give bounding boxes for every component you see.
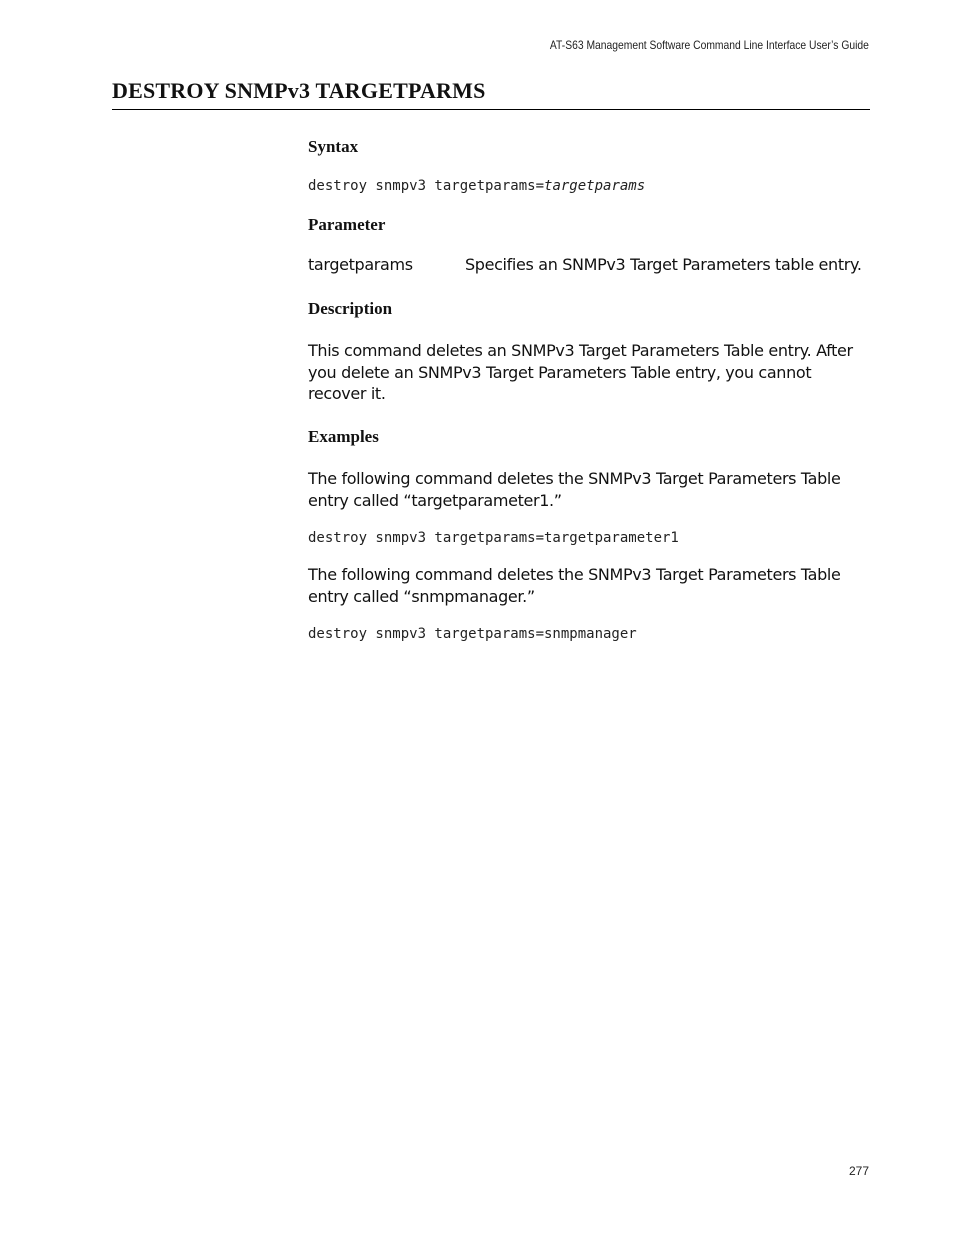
- example-1-intro: The following command deletes the SNMPv3 Target Parameters Table entry called “targetparameter1.”: [308, 469, 841, 510]
- syntax-placeholder: targetparams: [544, 178, 646, 194]
- example-2-intro: The following command deletes the SNMPv3 Target Parameters Table entry called “snmpmanager.”: [308, 565, 841, 606]
- examples-heading: Examples: [308, 427, 379, 446]
- parameter-description: Specifies an SNMPv3 Target Parameters table entry.: [465, 255, 862, 274]
- syntax-code: [308, 178, 645, 194]
- example-2-code: destroy snmpv3 targetparams=snmpmanager: [308, 626, 637, 642]
- syntax-command: destroy snmpv3 targetparams=: [308, 178, 545, 194]
- page-number: 277: [848, 1164, 869, 1178]
- parameter-heading: Parameter: [308, 215, 386, 234]
- section-title: DESTROY SNMPv3 TARGETPARMS: [112, 78, 486, 103]
- running-header: AT-S63 Management Software Command Line Interface User’s Guide: [550, 38, 869, 52]
- description-text: This command deletes an SNMPv3 Target Parameters Table entry. After you delete an SNMPv3 Target Parameters Table entry, you cannot recover it.: [308, 341, 853, 403]
- description-heading: Description: [308, 299, 393, 318]
- parameter-name: targetparams: [308, 255, 413, 274]
- example-1-code: destroy snmpv3 targetparams=targetparameter1: [308, 530, 679, 546]
- title-rule: [112, 109, 870, 110]
- syntax-heading: Syntax: [308, 137, 359, 156]
